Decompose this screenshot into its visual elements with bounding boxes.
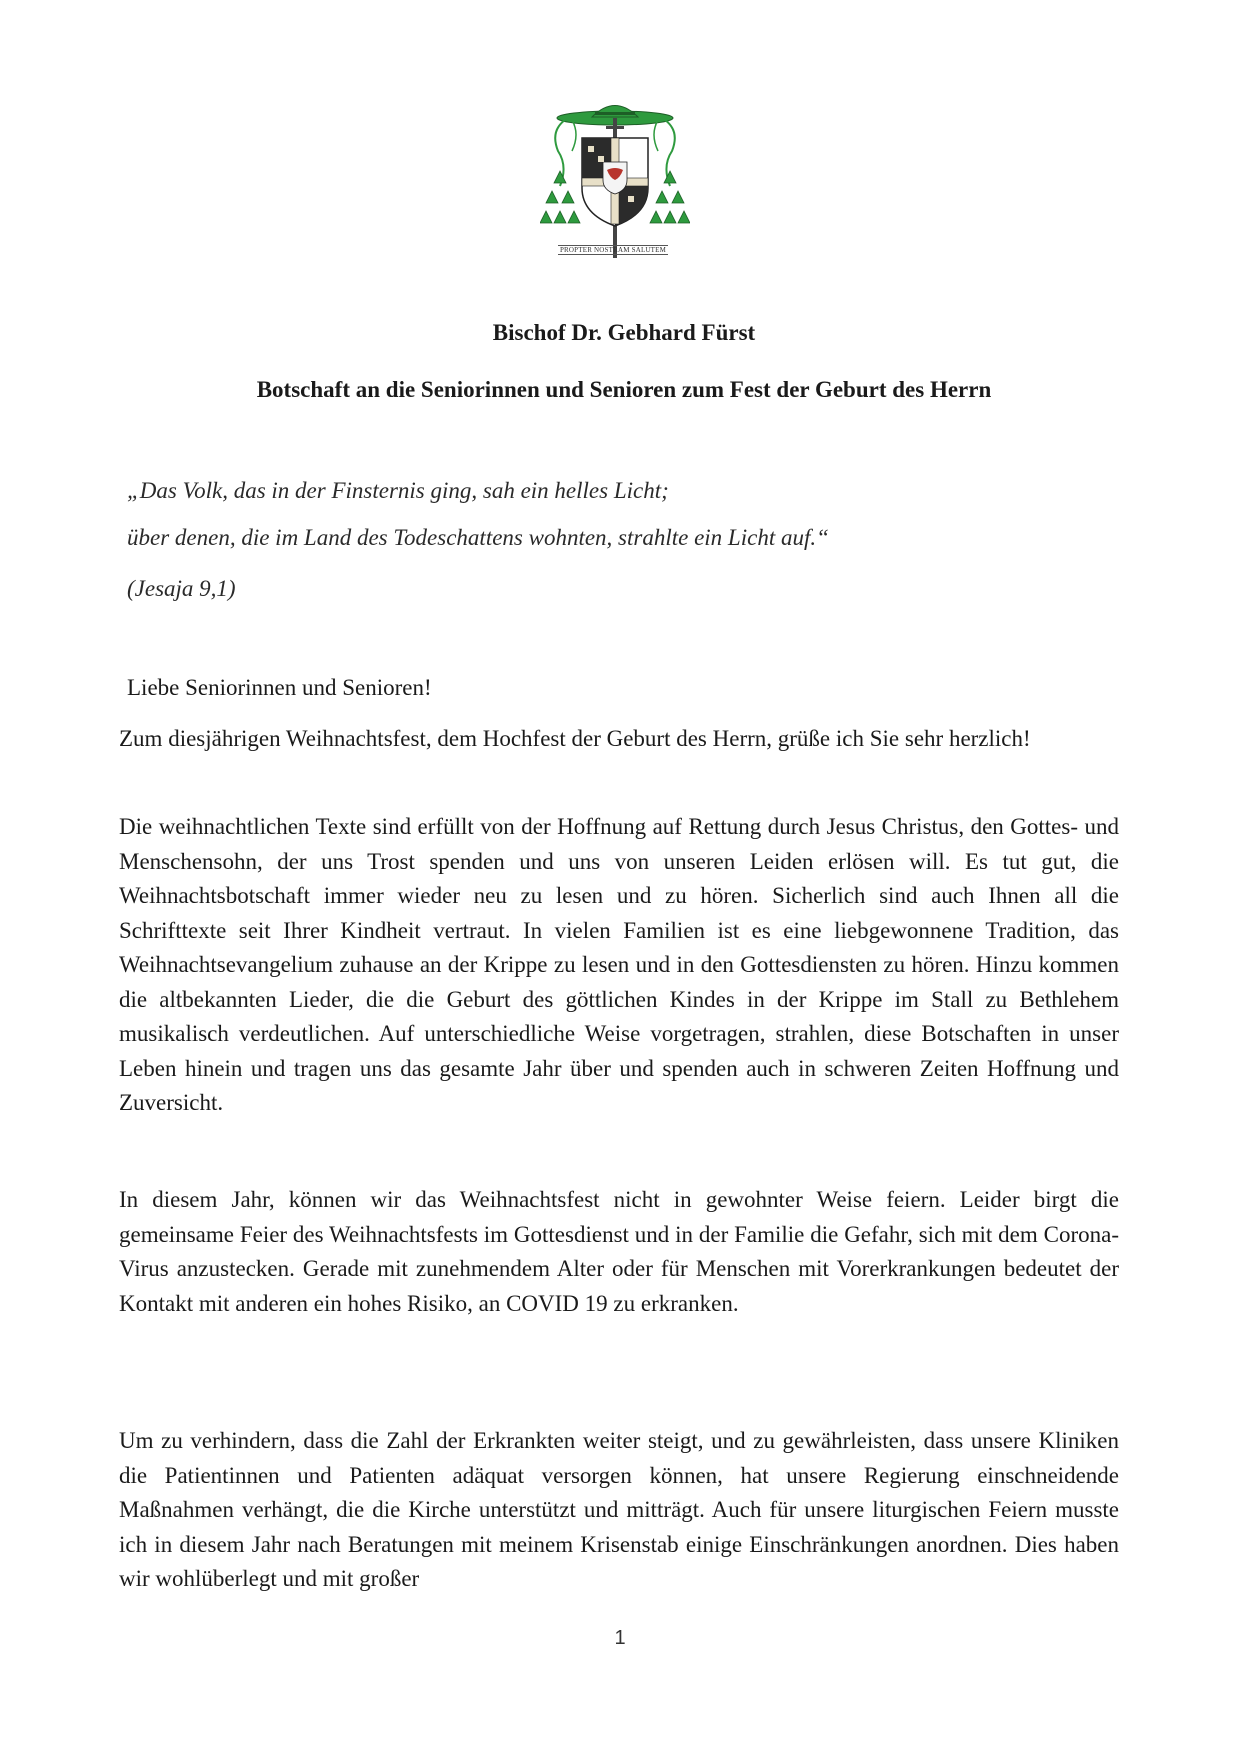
quote-line-1: „Das Volk, das in der Finsternis ging, sah ein helles Licht; [127,478,669,503]
author-heading: Bischof Dr. Gebhard Fürst [492,320,756,345]
episcopal-coat-of-arms [540,96,690,266]
document-title: Botschaft an die Seniorinnen und Senioren zum Fest der Geburt des Herrn [256,377,992,402]
crest-motto: PROPTER NOSTRAM SALUTEM [559,246,667,254]
paragraph: Die weihnachtlichen Texte sind erfüllt von der Hoffnung auf Rettung durch Jesus Christus, den Gottes- und Menschensohn, der uns Trost spenden und uns von unseren Leiden erlösen will. Es tut gut, die Weihnachtsbotschaft immer wieder neu zu lesen und zu hören. Sicherlich sind auch Ihnen all die Schrifttexte seit Ihrer Kindheit vertraut. In vielen Familien ist es eine liebgewonnene Tradition, das Weihnachtsevangelium zuhause an der Krippe zu lesen und in den Gottesdiensten zu hören. Hinzu kommen die altbekannten Lieder, die die Geburt des göttlichen Kindes in der Krippe im Stall zu Bethlehem musikalisch verdeutlichen. Auf unterschiedliche Weise vorgetragen, strahlen, diese Botschaften in unser Leben hinein und tragen uns das gesamte Jahr über und spenden auch in schweren Zeiten Hoffnung und Zuversicht. [119,814,1119,1115]
quote-reference: (Jesaja 9,1) [127,576,236,601]
paragraph: Zum diesjährigen Weihnachtsfest, dem Hochfest der Geburt des Herrn, grüße ich Sie sehr herzlich! [119,726,1031,751]
paragraph: In diesem Jahr, können wir das Weihnachtsfest nicht in gewohnter Weise feiern. Leider birgt die gemeinsame Feier des Weihnachtsfests im Gottesdienst und in der Familie die Gefahr, sich mit dem Corona-Virus anzustecken. Gerade mit zunehmendem Alter oder für Menschen mit Vorerkrankungen bedeutet der Kontakt mit anderen ein hohes Risiko, an COVID 19 zu erkranken. [119,1187,1119,1316]
paragraph: Um zu verhindern, dass die Zahl der Erkrankten weiter steigt, und zu gewährleisten, dass unsere Kliniken die Patientinnen und Patienten adäquat versorgen können, hat unsere Regierung einschneidende Maßnahmen verhängt, die die Kirche unterstützt und mitträgt. Auch für unsere liturgischen Feiern musste ich in diesem Jahr nach Beratungen mit meinem Krisenstab einige Einschränkungen anordnen. Dies haben wir wohlüberlegt und mit großer [119,1428,1119,1591]
quote-line-2: über denen, die im Land des Todeschattens wohnten, strahlte ein Licht auf.“ [127,525,829,550]
page-number: 1 [614,1627,626,1649]
salutation: Liebe Seniorinnen und Senioren! [127,675,432,700]
